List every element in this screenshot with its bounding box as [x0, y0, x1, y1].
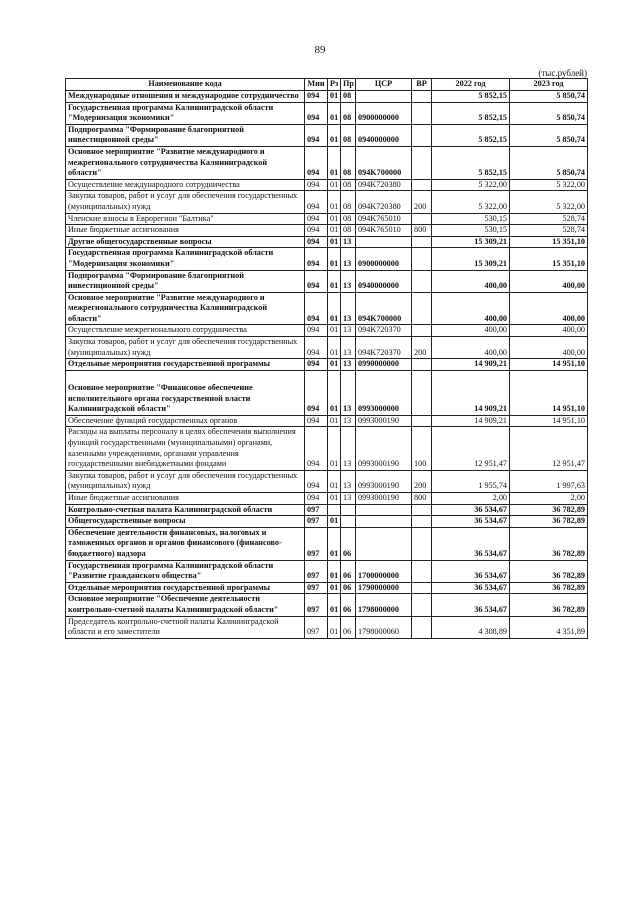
- cell-pr: 06: [341, 560, 356, 582]
- table-row: [66, 493, 588, 505]
- cell-name: Закупка товаров, работ и услуг для обеспечения государственных (муниципальных) нужд: [66, 191, 305, 213]
- cell-2023: 36 782,89: [510, 582, 588, 594]
- cell-vr: [412, 213, 432, 225]
- table-header-row: [66, 79, 588, 91]
- cell-csr: 094K700000: [356, 292, 412, 325]
- cell-rz: 01: [328, 594, 341, 616]
- cell-vr: [412, 248, 432, 270]
- cell-name: Обеспечение функций государственных органов: [66, 415, 305, 427]
- cell-2023: 14 951,10: [510, 359, 588, 371]
- cell-name: Иные бюджетные ассигнования: [66, 225, 305, 237]
- cell-name: Расходы на выплаты персоналу в целях обеспечения выполнения функций государственными (муниципальными) органами, казенными учреждениями, органами управления государственными внебюджетными фондами: [66, 427, 305, 470]
- cell-2023: 1 997,63: [510, 470, 588, 492]
- table-row: [66, 582, 588, 594]
- table-row: [66, 415, 588, 427]
- cell-vr: [412, 616, 432, 638]
- cell-csr: 094K700000: [356, 146, 412, 179]
- cell-name: Подпрограмма "Формирование благоприятной инвестиционной среды": [66, 124, 305, 146]
- header-2022: 2022 год: [432, 79, 510, 91]
- table-row: [66, 191, 588, 213]
- cell-2022: 5 852,15: [432, 146, 510, 179]
- cell-pr: 13: [341, 248, 356, 270]
- cell-csr: 094K720370: [356, 325, 412, 337]
- cell-min: 094: [305, 124, 328, 146]
- cell-pr: 13: [341, 359, 356, 371]
- cell-min: 094: [305, 236, 328, 248]
- cell-2022: 400,00: [432, 270, 510, 292]
- cell-csr: 0990000000: [356, 359, 412, 371]
- cell-rz: 01: [328, 102, 341, 124]
- page-number: 89: [314, 44, 326, 56]
- cell-vr: [412, 270, 432, 292]
- cell-2022: 5 322,00: [432, 179, 510, 191]
- cell-vr: 200: [412, 191, 432, 213]
- table-row: [66, 616, 588, 638]
- cell-csr: 094K720380: [356, 191, 412, 213]
- cell-pr: [341, 504, 356, 516]
- cell-pr: 13: [341, 493, 356, 505]
- cell-2022: 36 534,67: [432, 560, 510, 582]
- cell-min: 094: [305, 337, 328, 359]
- cell-csr: 1790000000: [356, 582, 412, 594]
- cell-2023: 5 850,74: [510, 124, 588, 146]
- cell-csr: 1798000060: [356, 616, 412, 638]
- cell-2023: 36 782,89: [510, 516, 588, 528]
- cell-rz: 01: [328, 213, 341, 225]
- cell-name: Контрольно-счетная палата Калининградской области: [66, 504, 305, 516]
- cell-vr: [412, 124, 432, 146]
- cell-2023: 4 351,89: [510, 616, 588, 638]
- cell-pr: 06: [341, 582, 356, 594]
- cell-name: Основное мероприятие "Развитие международного и межрегионального сотрудничества Калининградской области": [66, 292, 305, 325]
- cell-pr: 06: [341, 616, 356, 638]
- cell-rz: 01: [328, 582, 341, 594]
- cell-rz: 01: [328, 146, 341, 179]
- cell-min: 094: [305, 493, 328, 505]
- cell-2023: 15 351,10: [510, 248, 588, 270]
- cell-min: 094: [305, 415, 328, 427]
- cell-min: 097: [305, 504, 328, 516]
- cell-min: 097: [305, 616, 328, 638]
- cell-2022: 5 852,15: [432, 102, 510, 124]
- cell-2023: 528,74: [510, 225, 588, 237]
- cell-2022: 530,15: [432, 213, 510, 225]
- table-row: [66, 560, 588, 582]
- table-row: [66, 179, 588, 191]
- cell-rz: 01: [328, 493, 341, 505]
- cell-min: 094: [305, 248, 328, 270]
- cell-pr: 08: [341, 179, 356, 191]
- cell-2023: 5 322,00: [510, 179, 588, 191]
- cell-vr: 800: [412, 225, 432, 237]
- cell-csr: [356, 527, 412, 560]
- cell-name: Государственная программа Калининградской области "Модернизация экономики": [66, 248, 305, 270]
- cell-2023: 36 782,89: [510, 560, 588, 582]
- table-row: [66, 225, 588, 237]
- cell-vr: [412, 504, 432, 516]
- cell-name: Основное мероприятие "Обеспечение деятельности контрольно-счетной палаты Калининградской области": [66, 594, 305, 616]
- cell-vr: 200: [412, 470, 432, 492]
- cell-csr: 0900000000: [356, 248, 412, 270]
- table-row: [66, 594, 588, 616]
- cell-rz: 01: [328, 337, 341, 359]
- table-row: [66, 337, 588, 359]
- table-row: [66, 270, 588, 292]
- cell-csr: [356, 516, 412, 528]
- cell-min: 097: [305, 560, 328, 582]
- cell-rz: 01: [328, 179, 341, 191]
- cell-vr: [412, 102, 432, 124]
- cell-2022: 400,00: [432, 292, 510, 325]
- cell-csr: [356, 504, 412, 516]
- cell-2022: 4 308,89: [432, 616, 510, 638]
- cell-vr: 100: [412, 427, 432, 470]
- cell-min: 094: [305, 213, 328, 225]
- cell-2022: 15 309,21: [432, 236, 510, 248]
- cell-2023: 5 850,74: [510, 146, 588, 179]
- header-vr: ВР: [412, 79, 432, 91]
- table-row: [66, 236, 588, 248]
- cell-2022: 36 534,67: [432, 582, 510, 594]
- cell-2022: 12 951,47: [432, 427, 510, 470]
- cell-2022: 36 534,67: [432, 594, 510, 616]
- cell-vr: 800: [412, 493, 432, 505]
- cell-csr: [356, 91, 412, 103]
- cell-csr: 1700000000: [356, 560, 412, 582]
- cell-2022: 36 534,67: [432, 527, 510, 560]
- cell-rz: 01: [328, 359, 341, 371]
- cell-name: Другие общегосударственные вопросы: [66, 236, 305, 248]
- cell-rz: 01: [328, 124, 341, 146]
- cell-name: Государственная программа Калининградской области "Развитие гражданского общества": [66, 560, 305, 582]
- cell-rz: 01: [328, 527, 341, 560]
- cell-name: Международные отношения и международное сотрудничество: [66, 91, 305, 103]
- table-body: [66, 91, 588, 639]
- cell-pr: 13: [341, 470, 356, 492]
- cell-2022: 5 852,15: [432, 124, 510, 146]
- cell-rz: 01: [328, 325, 341, 337]
- cell-min: 094: [305, 146, 328, 179]
- cell-pr: [341, 516, 356, 528]
- budget-table: [65, 78, 588, 639]
- cell-min: 094: [305, 325, 328, 337]
- cell-vr: [412, 560, 432, 582]
- units-label: (тыс.рублей): [538, 68, 587, 78]
- cell-vr: [412, 370, 432, 415]
- cell-pr: 13: [341, 270, 356, 292]
- header-2023: 2023 год: [510, 79, 588, 91]
- cell-rz: 01: [328, 470, 341, 492]
- cell-2023: 5 850,74: [510, 91, 588, 103]
- cell-pr: 08: [341, 225, 356, 237]
- header-name: Наименование кода: [66, 79, 305, 91]
- cell-2023: 400,00: [510, 270, 588, 292]
- cell-2023: 36 782,89: [510, 504, 588, 516]
- header-pr: Пр: [341, 79, 356, 91]
- cell-pr: 08: [341, 91, 356, 103]
- cell-csr: 0993000190: [356, 427, 412, 470]
- cell-name: Закупка товаров, работ и услуг для обеспечения государственных (муниципальных) нужд: [66, 470, 305, 492]
- table-row: [66, 248, 588, 270]
- cell-rz: 01: [328, 516, 341, 528]
- table-row: [66, 124, 588, 146]
- cell-rz: 01: [328, 225, 341, 237]
- table-row: [66, 213, 588, 225]
- cell-min: 094: [305, 179, 328, 191]
- cell-pr: 13: [341, 325, 356, 337]
- cell-rz: 01: [328, 370, 341, 415]
- cell-2022: 2,00: [432, 493, 510, 505]
- cell-name: Председатель контрольно-счетной палаты Калининградской области и его заместители: [66, 616, 305, 638]
- cell-min: 097: [305, 594, 328, 616]
- cell-min: 094: [305, 191, 328, 213]
- cell-2022: 14 909,21: [432, 359, 510, 371]
- cell-min: 094: [305, 270, 328, 292]
- cell-2023: 36 782,89: [510, 527, 588, 560]
- header-rz: Рз: [328, 79, 341, 91]
- cell-pr: 13: [341, 415, 356, 427]
- table-row: [66, 370, 588, 415]
- cell-min: 094: [305, 225, 328, 237]
- cell-name: Обеспечение деятельности финансовых, налоговых и таможенных органов и органов финансового (финансово-бюджетного) надзора: [66, 527, 305, 560]
- cell-csr: 0993000000: [356, 370, 412, 415]
- cell-name: Иные бюджетные ассигнования: [66, 493, 305, 505]
- cell-csr: 0900000000: [356, 102, 412, 124]
- cell-rz: 01: [328, 248, 341, 270]
- cell-rz: 01: [328, 270, 341, 292]
- cell-rz: 01: [328, 415, 341, 427]
- cell-vr: [412, 325, 432, 337]
- table-row: [66, 91, 588, 103]
- cell-min: 097: [305, 582, 328, 594]
- cell-rz: [328, 504, 341, 516]
- cell-csr: 094K765010: [356, 213, 412, 225]
- cell-pr: 13: [341, 370, 356, 415]
- cell-2023: 2,00: [510, 493, 588, 505]
- cell-pr: 06: [341, 594, 356, 616]
- cell-pr: 13: [341, 427, 356, 470]
- cell-csr: 094K720370: [356, 337, 412, 359]
- header-csr: ЦСР: [356, 79, 412, 91]
- cell-pr: 13: [341, 292, 356, 325]
- cell-pr: 08: [341, 124, 356, 146]
- cell-rz: 01: [328, 292, 341, 325]
- cell-vr: [412, 582, 432, 594]
- cell-pr: 08: [341, 213, 356, 225]
- cell-pr: 08: [341, 102, 356, 124]
- cell-2022: 15 309,21: [432, 248, 510, 270]
- cell-pr: 13: [341, 236, 356, 248]
- cell-pr: 08: [341, 191, 356, 213]
- cell-2023: 400,00: [510, 337, 588, 359]
- cell-2022: 400,00: [432, 325, 510, 337]
- cell-name: Государственная программа Калининградской области "Модернизация экономики": [66, 102, 305, 124]
- cell-2023: 528,74: [510, 213, 588, 225]
- cell-min: 094: [305, 102, 328, 124]
- cell-name: Закупка товаров, работ и услуг для обеспечения государственных (муниципальных) нужд: [66, 337, 305, 359]
- cell-pr: 08: [341, 146, 356, 179]
- cell-name: Общегосударственные вопросы: [66, 516, 305, 528]
- cell-csr: 0993000190: [356, 415, 412, 427]
- cell-name: Подпрограмма "Формирование благоприятной инвестиционной среды": [66, 270, 305, 292]
- cell-rz: 01: [328, 236, 341, 248]
- cell-vr: [412, 516, 432, 528]
- cell-2022: 14 909,21: [432, 370, 510, 415]
- cell-csr: 0940000000: [356, 270, 412, 292]
- table-row: [66, 527, 588, 560]
- cell-name: Членские взносы в Еврорегион "Балтика": [66, 213, 305, 225]
- cell-vr: [412, 146, 432, 179]
- table-row: [66, 325, 588, 337]
- cell-2022: 1 955,74: [432, 470, 510, 492]
- cell-2022: 400,00: [432, 337, 510, 359]
- cell-name: Осуществление международного сотрудничества: [66, 179, 305, 191]
- table-row: [66, 427, 588, 470]
- cell-name: Осуществление межрегионального сотрудничества: [66, 325, 305, 337]
- cell-name: Основное мероприятие "Развитие международного и межрегионального сотрудничества Калининградской области": [66, 146, 305, 179]
- table-row: [66, 470, 588, 492]
- cell-min: 094: [305, 427, 328, 470]
- cell-csr: [356, 236, 412, 248]
- cell-2023: 400,00: [510, 325, 588, 337]
- cell-min: 097: [305, 527, 328, 560]
- table-row: [66, 102, 588, 124]
- cell-2023: 14 951,10: [510, 415, 588, 427]
- cell-min: 094: [305, 292, 328, 325]
- cell-name: Основное мероприятие "Финансовое обеспечение исполнительного органа государственной власти Калининградской области": [66, 370, 305, 415]
- cell-csr: 1798000000: [356, 594, 412, 616]
- cell-2022: 5 322,00: [432, 191, 510, 213]
- header-min: Мин: [305, 79, 328, 91]
- cell-rz: 01: [328, 427, 341, 470]
- cell-vr: [412, 594, 432, 616]
- cell-csr: 0993000190: [356, 470, 412, 492]
- cell-vr: [412, 359, 432, 371]
- cell-2022: 36 534,67: [432, 504, 510, 516]
- cell-2023: 12 951,47: [510, 427, 588, 470]
- cell-csr: 094K720380: [356, 179, 412, 191]
- cell-vr: [412, 415, 432, 427]
- cell-2023: 400,00: [510, 292, 588, 325]
- cell-csr: 094K765010: [356, 225, 412, 237]
- cell-csr: 0940000000: [356, 124, 412, 146]
- cell-min: 094: [305, 470, 328, 492]
- cell-vr: [412, 527, 432, 560]
- cell-vr: [412, 236, 432, 248]
- cell-2023: 36 782,89: [510, 594, 588, 616]
- cell-2023: 5 850,74: [510, 102, 588, 124]
- cell-min: 094: [305, 370, 328, 415]
- table-row: [66, 516, 588, 528]
- cell-pr: 06: [341, 527, 356, 560]
- cell-min: 097: [305, 516, 328, 528]
- cell-rz: 01: [328, 191, 341, 213]
- cell-name: Отдельные мероприятия государственной программы: [66, 582, 305, 594]
- cell-vr: 200: [412, 337, 432, 359]
- cell-2022: 530,15: [432, 225, 510, 237]
- table-row: [66, 146, 588, 179]
- cell-rz: 01: [328, 91, 341, 103]
- cell-min: 094: [305, 91, 328, 103]
- cell-2022: 36 534,67: [432, 516, 510, 528]
- cell-vr: [412, 179, 432, 191]
- cell-name: Отдельные мероприятия государственной программы: [66, 359, 305, 371]
- cell-min: 094: [305, 359, 328, 371]
- cell-csr: 0993000190: [356, 493, 412, 505]
- cell-2023: 5 322,00: [510, 191, 588, 213]
- cell-rz: 01: [328, 616, 341, 638]
- cell-2023: 14 951,10: [510, 370, 588, 415]
- cell-vr: [412, 91, 432, 103]
- cell-pr: 13: [341, 337, 356, 359]
- cell-2022: 5 852,15: [432, 91, 510, 103]
- table-row: [66, 359, 588, 371]
- cell-2022: 14 909,21: [432, 415, 510, 427]
- table-row: [66, 504, 588, 516]
- cell-vr: [412, 292, 432, 325]
- cell-rz: 01: [328, 560, 341, 582]
- cell-2023: 15 351,10: [510, 236, 588, 248]
- table-row: [66, 292, 588, 325]
